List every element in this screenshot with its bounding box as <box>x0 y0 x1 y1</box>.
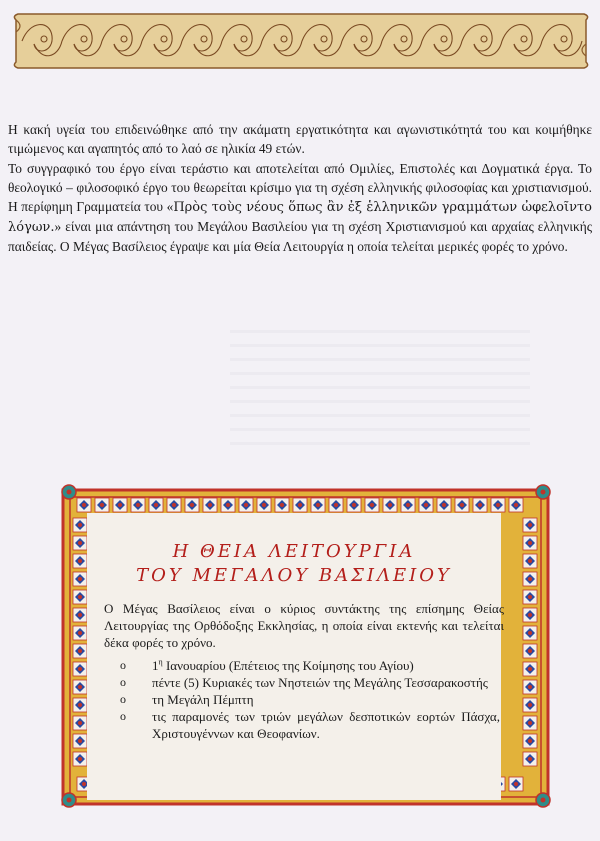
list-item: o $1^\eta$ Ιανουαρίου (Επέτειος της Κοίμησης του Αγίου) <box>120 657 414 673</box>
frame-dot <box>226 503 230 507</box>
works-text-start: Το συγγραφικό του έργο είναι τεράστιο και αποτελείται από Ομιλίες, Επιστολές και Δογματικά έργα. Το θεολογικό – φιλοσοφικό έργο του θεωρείται κρίσιμο για τη σχέση ελληνικής φιλοσοφίας και χριστιανισμού. Η περίφημη Γραμματεία του « <box>8 161 592 214</box>
frame-dot <box>528 667 532 671</box>
frame-dot <box>528 523 532 527</box>
list-item: o πέντε (5) Κυριακές των Νηστειών της Μεγάλης Τεσσαρακοστής <box>120 675 488 690</box>
frame-dot <box>528 721 532 725</box>
frame-dot <box>406 503 410 507</box>
frame-dot <box>478 503 482 507</box>
frame-dot <box>78 541 82 545</box>
frame-dot <box>78 739 82 743</box>
frame-dot <box>528 739 532 743</box>
paragraph-works <box>8 159 592 256</box>
frame-dot <box>280 503 284 507</box>
corner-fleuron-center <box>67 490 72 495</box>
frame-dot <box>334 503 338 507</box>
paragraph-health: Η κακή υγεία του επιδεινώθηκε από την ακάματη εργατικότητα και αγωνιστικότητά του και κοιμήθηκε τιμώμενος και αγαπητός από το λαό σε ηλικία 49 ετών. <box>8 122 592 156</box>
ornamental-scroll-banner <box>10 6 592 72</box>
panel-intro: Ο Μέγας Βασίλειος είναι ο κύριος συντάκτης της επίσημης Θείας Λειτουργίας της Ορθόδοξης Εκκλησίας, η οποία είναι εκτενής και τελείται δέκα φορές το χρόνο. <box>104 601 504 650</box>
panel-title <box>87 540 501 588</box>
works-text-end: » είναι μια απάντηση του Μεγάλου Βασιλείου για τη σχέση Χριστιανισμού και αρχαίας ελληνικής παιδείας. Ο Μέγας Βασίλειος έγραψε και μία Θεία Λειτουργία η οποία τελείται μερικές φορές το χρόνο. <box>8 219 592 254</box>
frame-dot <box>514 782 518 786</box>
frame-dot <box>442 503 446 507</box>
frame-dot <box>78 649 82 653</box>
frame-dot <box>528 685 532 689</box>
corner-fleuron-center <box>67 798 72 803</box>
bullet-icon: o <box>120 658 126 672</box>
bullet-icon: o <box>120 675 126 689</box>
treatise-title: Πρὸς τοὺς νέους ὅπως ἂν ἐξ ἑλληνικῶν γραμμάτων ὠφελοῖντο λόγων. <box>8 200 592 235</box>
frame-dot <box>78 577 82 581</box>
frame-dot <box>528 703 532 707</box>
body-text <box>8 120 592 257</box>
frame-dot <box>528 577 532 581</box>
bullet-icon: o <box>120 709 126 723</box>
frame-dot <box>78 667 82 671</box>
frame-dot <box>136 503 140 507</box>
frame-dot <box>208 503 212 507</box>
frame-dot <box>78 523 82 527</box>
frame-dot <box>388 503 392 507</box>
frame-dot <box>78 703 82 707</box>
frame-dot <box>78 631 82 635</box>
frame-dot <box>352 503 356 507</box>
frame-dot <box>78 559 82 563</box>
frame-dot <box>244 503 248 507</box>
frame-dot <box>190 503 194 507</box>
frame-dot <box>82 782 86 786</box>
frame-dot <box>514 503 518 507</box>
frame-dot <box>528 541 532 545</box>
frame-dot <box>316 503 320 507</box>
panel-title-line1: Η ΘΕΙΑ ΛΕΙΤΟΥΡΓΙΑ <box>172 541 416 562</box>
corner-fleuron-center <box>541 798 546 803</box>
list-item: o τις παραμονές των τριών μεγάλων δεσποτικών εορτών Πάσχα, Χριστουγέννων και Θεοφανίων. <box>120 709 500 741</box>
frame-dot <box>78 757 82 761</box>
frame-dot <box>78 721 82 725</box>
list-item: o τη Μεγάλη Πέμπτη <box>120 692 254 707</box>
panel-title-line2: ΤΟΥ ΜΕΓΑΛΟΥ ΒΑΣΙΛΕΙΟΥ <box>136 565 452 586</box>
frame-dot <box>460 503 464 507</box>
frame-dot <box>100 503 104 507</box>
frame-dot <box>528 595 532 599</box>
corner-fleuron-center <box>541 490 546 495</box>
frame-dot <box>528 649 532 653</box>
frame-dot <box>262 503 266 507</box>
show-through-background <box>230 330 530 450</box>
frame-dot <box>370 503 374 507</box>
frame-dot <box>528 757 532 761</box>
frame-dot <box>528 631 532 635</box>
frame-dot <box>154 503 158 507</box>
frame-dot <box>528 559 532 563</box>
frame-dot <box>496 503 500 507</box>
bullet-icon: o <box>120 692 126 706</box>
frame-dot <box>528 613 532 617</box>
celebration-list <box>118 657 500 742</box>
frame-dot <box>118 503 122 507</box>
frame-dot <box>78 595 82 599</box>
frame-dot <box>172 503 176 507</box>
frame-dot <box>78 685 82 689</box>
frame-dot <box>298 503 302 507</box>
frame-dot <box>82 503 86 507</box>
frame-dot <box>78 613 82 617</box>
frame-dot <box>424 503 428 507</box>
